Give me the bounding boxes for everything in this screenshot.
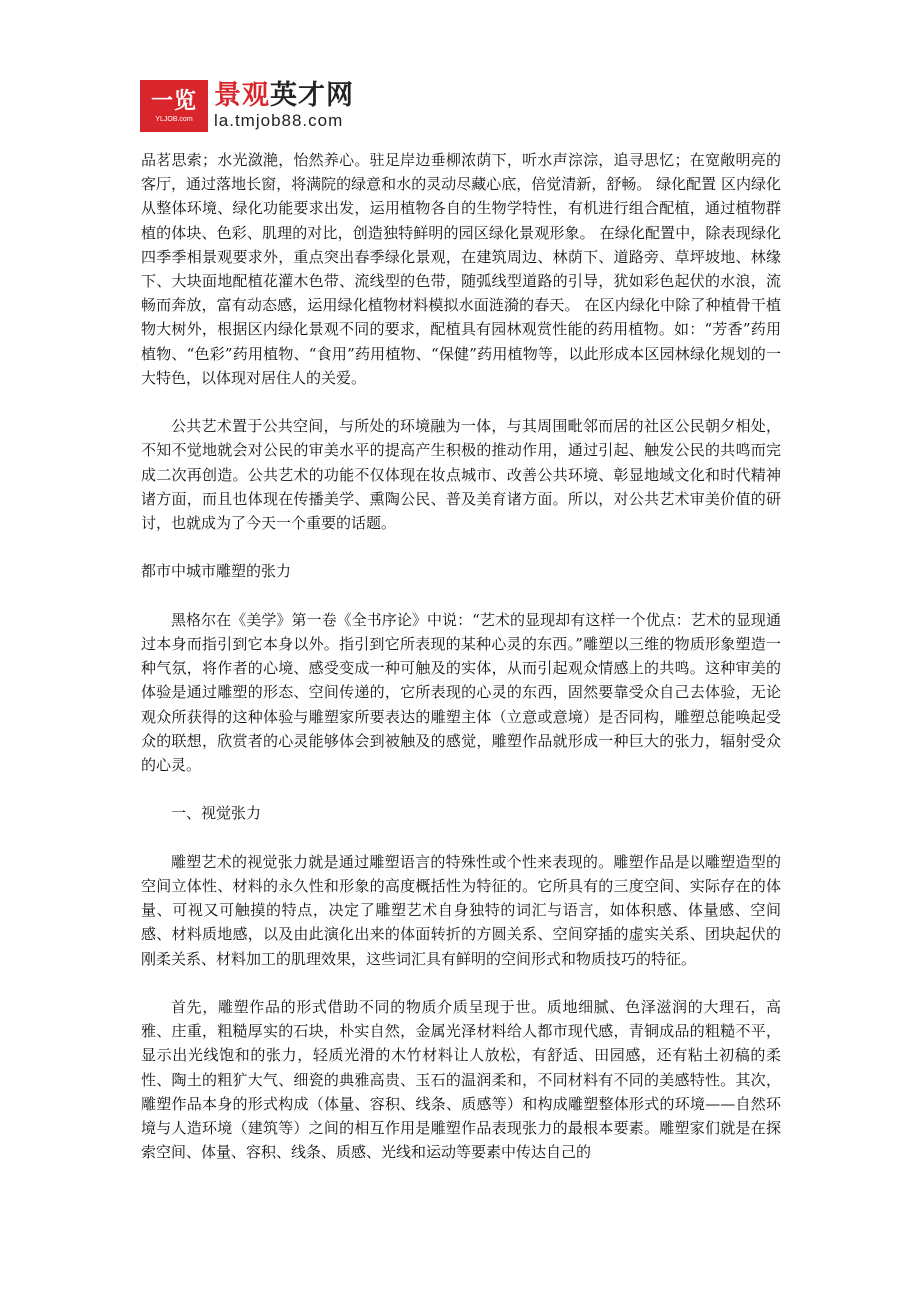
- document-body: [141, 148, 781, 1164]
- paragraph-hegel: 黑格尔在《美学》第一卷《全书序论》中说：“艺术的显现却有这样一个优点：艺术的显现通过本身而指引到它本身以外。指引到它所表现的某种心灵的东西。”雕塑以三维的物质形象塑造一种气氛，将作者的心境、感受变成一种可触及的实体，从而引起观众情感上的共鸣。这种审美的体验是通过雕塑的形态、空间传递的，它所表现的心灵的东西，固然要靠受众自己去体验，无论观众所获得的这种体验与雕塑家所要表达的雕塑主体（立意或意境）是否同构，雕塑总能唤起受众的联想，欣赏者的心灵能够体会到被触及的感觉，雕塑作品就形成一种巨大的张力，辐射受众的心灵。: [141, 610, 781, 775]
- logo-badge-text: 一览: [150, 88, 197, 114]
- paragraph-materials: 首先，雕塑作品的形式借助不同的物质介质呈现于世。质地细腻、色泽滋润的大理石，高雅、庄重，粗糙厚实的石块，朴实自然，金属光泽材料给人都市现代感，青铜成品的粗糙不平，显示出光线饱和的张力，轻质光滑的木竹材料让人放松，有舒适、田园感，还有粘土初稿的柔性、陶土的粗犷大气、细瓷的典雅高贵、玉石的温润柔和，不同材料有不同的美感特性。其次，雕塑作品本身的形式构成（体量、容积、线条、质感等）和构成雕塑整体形式的环境——自然环境与人造环境（建筑等）之间的相互作用是雕塑作品表现张力的最根本要素。雕塑家们就是在探索空间、体量、容积、线条、质感、光线和运动等要素中传达自己的: [141, 998, 781, 1162]
- logo-title-black: 英才网: [270, 80, 354, 111]
- logo-title: [214, 81, 354, 111]
- logo-title-red: 景观: [214, 80, 270, 111]
- logo-badge: [140, 80, 208, 132]
- section-heading-sculpture-tension: 都市中城市雕塑的张力: [141, 562, 292, 581]
- logo-badge-domain: YLJOB.com: [155, 115, 193, 123]
- paragraph-greening: 品茗思索；水光潋滟，怡然养心。驻足岸边垂柳浓荫下，听水声淙淙，追寻思忆；在宽敞明亮的客厅，通过落地长窗，将满院的绿意和水的灵动尽藏心底，倍觉清新，舒畅。 绿化配置 区内绿化从整体环境、绿化功能要求出发，运用植物各自的生物学特性，有机进行组合配植，通过植物群植的体块、色彩、肌理的对比，创造独特鲜明的园区绿化景观形象。 在绿化配置中，除表现绿化四季季相景观要求外，重点突出春季绿化景观，在建筑周边、林荫下、道路旁、草坪坡地、林缘下、大块面地配植花灌木色带、流线型的色带，随弧线型道路的引导，犹如彩色起伏的水浪，流畅而奔放，富有动态感，运用绿化植物材料模拟水面涟漪的春天。 在区内绿化中除了种植骨干植物大树外，根据区内绿化景观不同的要求，配植具有园林观赏性能的药用植物。如：“芳香”药用植物、“色彩”药用植物、“食用”药用植物、“保健”药用植物等，以此形成本区园林绿化规划的一大特色，以体现对居住人的关爱。: [141, 151, 781, 387]
- site-logo[interactable]: [140, 80, 354, 132]
- paragraph-public-art: 公共艺术置于公共空间，与所处的环境融为一体，与其周围毗邻而居的社区公民朝夕相处，不知不觉地就会对公民的审美水平的提高产生积极的推动作用，通过引起、触发公民的共鸣而完成二次再创造。公共艺术的功能不仅体现在妆点城市、改善公共环境、彰显地域文化和时代精神诸方面，而且也体现在传播美学、熏陶公民、普及美育诸方面。所以，对公共艺术审美价值的研讨，也就成为了今天一个重要的话题。: [141, 417, 781, 533]
- paragraph-visual-tension: 雕塑艺术的视觉张力就是通过雕塑语言的特殊性或个性来表现的。雕塑作品是以雕塑造型的空间立体性、材料的永久性和形象的高度概括性为特征的。它所具有的三度空间、实际存在的体量、可视又可触摸的特点，决定了雕塑艺术自身独特的词汇与语言，如体积感、体量感、空间感、材料质地感，以及由此演化出来的体面转折的方圆关系、空间穿插的虚实关系、团块起伏的刚柔关系、材料加工的肌理效果，这些词汇具有鲜明的空间形式和物质技巧的特征。: [141, 852, 781, 968]
- logo-url: la.tmjob88.com: [214, 111, 344, 130]
- logo-wordmark: [214, 80, 354, 132]
- section-heading-visual-tension: 一、视觉张力: [171, 804, 262, 823]
